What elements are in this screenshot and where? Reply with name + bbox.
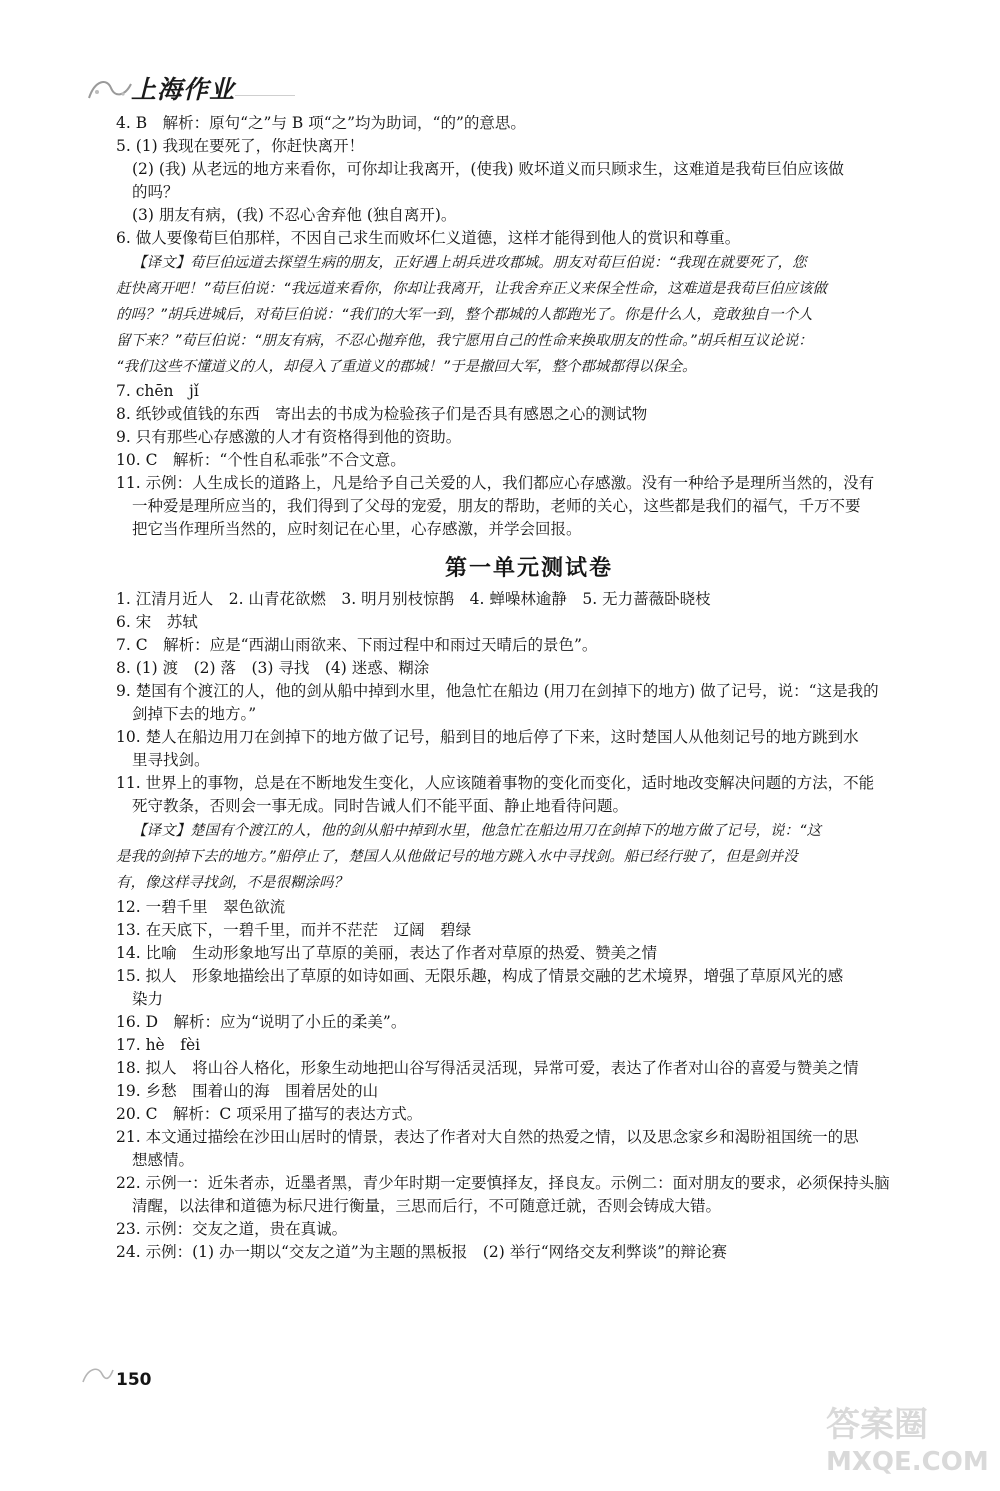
- answer-line: (2) (我) 从老远的地方来看你，可你却让我离开，(使我) 败坏道义而只顾求生，这难道是我荀巨伯应该做: [132, 160, 844, 178]
- answer-line: 14. 比喻 生动形象地写出了草原的美丽，表达了作者对草原的热爱、赞美之情: [116, 944, 658, 962]
- swirl-decoration-icon: [85, 70, 137, 106]
- answer-line: 10. 楚人在船边用刀在剑掉下的地方做了记号，船到目的地后停了下来，这时楚国人从他刻记号的地方跳到水: [116, 728, 859, 746]
- answer-line: 16. D 解析：应为“说明了小丘的柔美”。: [116, 1013, 407, 1031]
- answer-line: 23. 示例：交友之道，贵在真诚。: [116, 1220, 348, 1238]
- answer-line: 22. 示例一：近朱者赤，近墨者黑，青少年时期一定要慎择友，择良友。示例二：面对朋友的要求，必须保持头脑: [116, 1174, 890, 1192]
- answer-content: [116, 112, 942, 1264]
- answer-line: 18. 拟人 将山谷人格化，形象生动地把山谷写得活灵活现，异常可爱，表达了作者对山谷的喜爱与赞美之情: [116, 1059, 859, 1077]
- translation-line: 赶快离开吧！”荀巨伯说：“我远道来看你，你却让我离开，让我舍弃正义来保全性命，这难道是我荀巨伯应该做: [116, 281, 828, 297]
- answer-line: 清醒，以法律和道德为标尺进行衡量，三思而后行，不可随意迁就，否则会铸成大错。: [132, 1197, 722, 1215]
- answer-line: 21. 本文通过描绘在沙田山居时的情景，表达了作者对大自然的热爱之情，以及思念家乡和渴盼祖国统一的思: [116, 1128, 859, 1146]
- translation-line: 【译文】荀巨伯远道去探望生病的朋友，正好遇上胡兵进攻郡城。朋友对荀巨伯说：“我现在就要死了，您: [132, 255, 807, 271]
- answer-line: 24. 示例：(1) 办一期以“交友之道”为主题的黑板报 (2) 举行“网络交友利弊谈”的辩论赛: [116, 1243, 728, 1261]
- answer-line: 17. hè fèi: [116, 1036, 201, 1054]
- answer-line: 7. chēn jǐ: [116, 382, 199, 400]
- answer-line: 1. 江清月近人 2. 山青花欲燃 3. 明月别枝惊鹊 4. 蝉噪林逾静 5. 无力蔷薇卧晓枝: [116, 590, 711, 608]
- answer-line: 的吗？: [132, 183, 179, 201]
- answer-line: 8. (1) 渡 (2) 落 (3) 寻找 (4) 迷惑、糊涂: [116, 659, 430, 677]
- answer-line: 7. C 解析：应是“西湖山雨欲来、下雨过程中和雨过天晴后的景色”。: [116, 636, 598, 654]
- translation-line: 的吗？”胡兵进城后，对荀巨伯说：“我们的大军一到，整个郡城的人都跑光了。你是什么人，竟敢独自一个人: [116, 307, 813, 323]
- answer-line: 11. 世界上的事物，总是在不断地发生变化，人应该随着事物的变化而变化，适时地改变解决问题的方法，不能: [116, 774, 875, 792]
- translation-line: “我们这些不懂道义的人，却侵入了重道义的郡城！”于是撤回大军，整个郡城都得以保全。: [116, 359, 697, 375]
- answer-line: 13. 在天底下，一碧千里，而并不茫茫 辽阔 碧绿: [116, 921, 472, 939]
- answer-line: 剑掉下去的地方。”: [132, 705, 257, 723]
- answer-line: 6. 宋 苏轼: [116, 613, 198, 631]
- answers-block-3: [116, 896, 942, 1264]
- series-title: 上海作业: [131, 75, 236, 104]
- answer-line: 4. B 解析：原句“之”与 B 项“之”均为助词，“的”的意思。: [116, 114, 526, 132]
- answer-line: 9. 楚国有个渡江的人，他的剑从船中掉到水里，他急忙在船边 (用刀在剑掉下的地方) 做了记号，说：“这是我的: [116, 682, 879, 700]
- answer-line: 12. 一碧千里 翠色欲流: [116, 898, 286, 916]
- translation-block-2: [116, 818, 942, 896]
- watermark-logo: [820, 1398, 990, 1478]
- translation-line: 【译文】楚国有个渡江的人，他的剑从船中掉到水里，他急忙在船边用刀在剑掉下的地方做了记号，说：“这: [132, 823, 822, 839]
- translation-line: 有，像这样寻找剑，不是很糊涂吗？: [116, 875, 348, 891]
- answer-line: 死守教条，否则会一事无成。同时告诫人们不能平面、静止地看待问题。: [132, 797, 629, 815]
- watermark-text: 答案圈: [826, 1405, 928, 1445]
- answer-line: 15. 拟人 形象地描绘出了草原的如诗如画、无限乐趣，构成了情景交融的艺术境界，增强了草原风光的感: [116, 967, 844, 985]
- page-header: [85, 68, 235, 108]
- answer-line: 9. 只有那些心存感激的人才有资格得到他的资助。: [116, 428, 462, 446]
- answer-line: 6. 做人要像荀巨伯那样，不因自己求生而败坏仁义道德，这样才能得到他人的赏识和尊重。: [116, 229, 741, 247]
- swirl-decoration-icon: [80, 1360, 116, 1388]
- answer-line: 20. C 解析：C 项采用了描写的表达方式。: [116, 1105, 423, 1123]
- answer-line: 想感情。: [132, 1151, 195, 1169]
- section-title: 第一单元测试卷: [444, 556, 613, 581]
- answer-line: 把它当作理所当然的，应时刻记在心里，心存感激，并学会回报。: [132, 520, 582, 538]
- answer-line: 染力: [132, 990, 164, 1008]
- answer-line: 一种爱是理所应当的，我们得到了父母的宠爱，朋友的帮助，老师的关心，这些都是我们的福气，千万不要: [132, 497, 861, 515]
- header-rule: [235, 95, 295, 96]
- answers-block-2: [116, 380, 942, 541]
- answer-line: 10. C 解析：“个性自私乖张”不合文意。: [116, 451, 406, 469]
- translation-line: 留下来？”荀巨伯说：“朋友有病，不忍心抛弃他，我宁愿用自己的性命来换取朋友的性命。”胡兵相互议论说：: [116, 333, 813, 349]
- unit-answers-block: [116, 588, 942, 818]
- answer-line: 11. 示例：人生成长的道路上，凡是给予自己关爱的人，我们都应心存感激。没有一种给予是理所当然的，没有: [116, 474, 875, 492]
- translation-block-1: [116, 250, 942, 380]
- answer-line: 里寻找剑。: [132, 751, 210, 769]
- watermark-url: MXQE.COM: [826, 1447, 989, 1477]
- page-number: 150: [116, 1370, 152, 1390]
- answers-block-1: [116, 112, 942, 250]
- answer-line: 5. (1) 我现在要死了，你赶快离开！: [116, 137, 365, 155]
- answer-line: (3) 朋友有病，(我) 不忍心舍弃他 (独自离开)。: [132, 206, 457, 224]
- translation-line: 是我的剑掉下去的地方。”船停止了，楚国人从他做记号的地方跳入水中寻找剑。船已经行驶了，但是剑并没: [116, 849, 798, 865]
- answer-line: 19. 乡愁 围着山的海 围着居处的山: [116, 1082, 379, 1100]
- answer-line: 8. 纸钞或值钱的东西 寄出去的书成为检验孩子们是否具有感恩之心的测试物: [116, 405, 648, 423]
